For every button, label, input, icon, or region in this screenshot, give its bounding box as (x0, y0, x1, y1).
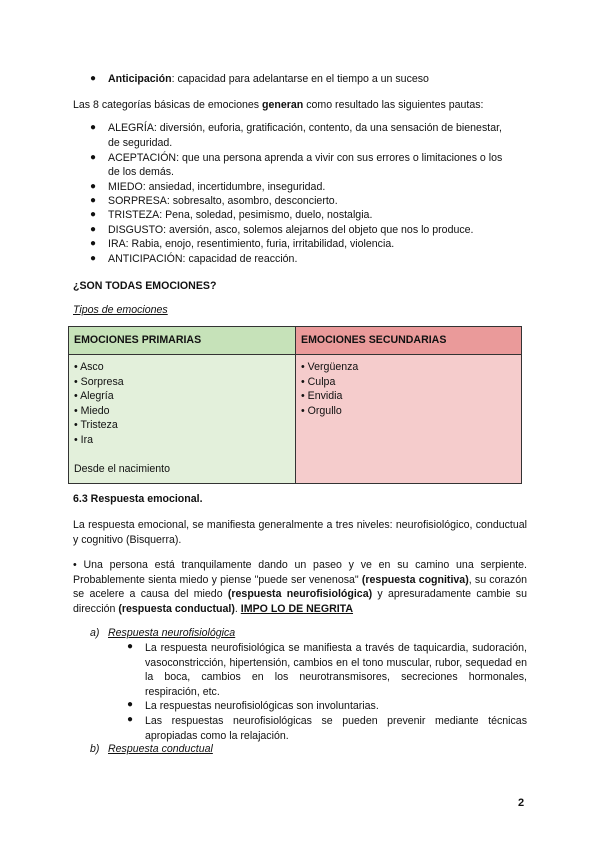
primary-note: Desde el nacimiento (74, 463, 170, 475)
secondary-item: • Culpa (301, 375, 336, 388)
list-item: DISGUSTO: aversión, asco, solemos alejarnos del objeto que nos lo produce. (108, 224, 474, 236)
bullet-dot: ● (90, 73, 97, 84)
intro-line (73, 99, 483, 112)
example-text: . (234, 602, 241, 615)
example-bold: (respuesta conductual) (118, 602, 235, 615)
secondary-item: • Orgullo (301, 404, 342, 417)
intro-post: como resultado las siguientes pautas: (303, 99, 484, 111)
primary-item: • Miedo (74, 404, 110, 417)
anticipation-term: Anticipación (108, 73, 172, 85)
list-item: SORPRESA: sobresalto, asombro, desconcierto. (108, 195, 338, 207)
bullet-dot: ● (90, 195, 97, 206)
list-item-cont: de seguridad. (108, 137, 173, 149)
important-note: IMPO LO DE NEGRITA (240, 602, 354, 615)
example-text: , su corazón se acelere a causa del miedo (73, 573, 527, 600)
bullet-dot: ● (90, 181, 97, 192)
list-item: ALEGRÍA: diversión, euforia, gratificación, contento, da una sensación de bienestar, (108, 122, 502, 134)
list-item: MIEDO: ansiedad, incertidumbre, inseguridad. (108, 181, 326, 193)
bullet-dot: ● (90, 253, 97, 264)
primary-cell (69, 355, 296, 484)
subsection-a-title: Respuesta neurofisiológica (108, 627, 236, 639)
anticipation-text: : capacidad para adelantarse en el tiempo a un suceso (171, 73, 429, 85)
primary-item: • Sorpresa (74, 375, 124, 388)
list-item: La respuesta neurofisiológica se manifiesta a través de taquicardia, sudoración, vasoconstricción, hipertensión, cambios en el tono muscular, rubor, sequedad en la boca, cambios en los neurotransmisores, secreciones hormonales, respiración, etc. (145, 642, 527, 698)
secondary-header: EMOCIONES SECUNDARIAS (301, 334, 447, 346)
paragraph-response-levels: La respuesta emocional, se manifiesta generalmente a tres niveles: neurofisiológico, conductual y cognitivo (Bisquerra). (73, 519, 527, 546)
bullet-dot: ● (127, 641, 134, 652)
bullet-dot: ● (90, 122, 97, 133)
primary-header-cell (69, 327, 296, 355)
list-item: TRISTEZA: Pena, soledad, pesimismo, duelo, nostalgia. (108, 209, 373, 221)
question-heading: ¿SON TODAS EMOCIONES? (73, 280, 217, 292)
bullet-dot: ● (127, 699, 134, 710)
secondary-cell (296, 355, 522, 484)
secondary-header-cell (296, 327, 522, 355)
primary-item: • Asco (74, 361, 104, 373)
section-heading: 6.3 Respuesta emocional. (73, 493, 203, 505)
page-number: 2 (518, 797, 525, 809)
list-item: IRA: Rabia, enojo, resentimiento, furia, irritabilidad, violencia. (108, 238, 395, 250)
primary-item: • Alegría (74, 390, 114, 402)
emotions-table (68, 326, 522, 484)
primary-item: • Tristeza (74, 419, 118, 431)
secondary-item: • Envidia (301, 390, 343, 402)
table-caption: Tipos de emociones (73, 304, 168, 316)
intro-bold: generan (262, 99, 304, 111)
list-item: La respuestas neurofisiológicas son involuntarias. (145, 700, 379, 712)
paragraph-example (73, 558, 527, 616)
bullet-dot: ● (90, 224, 97, 235)
list-item: ACEPTACIÓN: que una persona aprenda a vivir con sus errores o limitaciones o los (108, 152, 503, 164)
example-text: y apresuradamente cambie su dirección (73, 588, 527, 615)
example-bold: (respuesta neurofisiológica) (227, 588, 373, 600)
bullet-dot: ● (90, 209, 97, 220)
list-item: ANTICIPACIÓN: capacidad de reacción. (108, 253, 298, 265)
subsection-b-title: Respuesta conductual (108, 743, 213, 755)
anticipation-bullet (108, 73, 429, 86)
subsection-b-marker: b) (90, 743, 100, 755)
example-bold: (respuesta cognitiva) (361, 573, 469, 586)
primary-item: • Ira (74, 433, 94, 446)
primary-header: EMOCIONES PRIMARIAS (74, 334, 202, 346)
list-item-cont: de los demás. (108, 166, 174, 178)
secondary-item: • Vergüenza (301, 361, 359, 373)
list-item: Las respuestas neurofisiológicas se pueden prevenir mediante técnicas apropiadas como la relajación. (145, 715, 527, 742)
intro-pre: Las 8 categorías básicas de emociones (73, 99, 263, 111)
subsection-a-marker: a) (90, 627, 100, 639)
bullet-dot: ● (127, 714, 134, 725)
bullet-dot: ● (90, 238, 97, 249)
example-text: • Una persona está tranquilamente dando un paseo y ve en su camino una serpiente. Probablemente sienta miedo y piense "puede ser venenosa" (73, 559, 527, 586)
bullet-dot: ● (90, 152, 97, 163)
